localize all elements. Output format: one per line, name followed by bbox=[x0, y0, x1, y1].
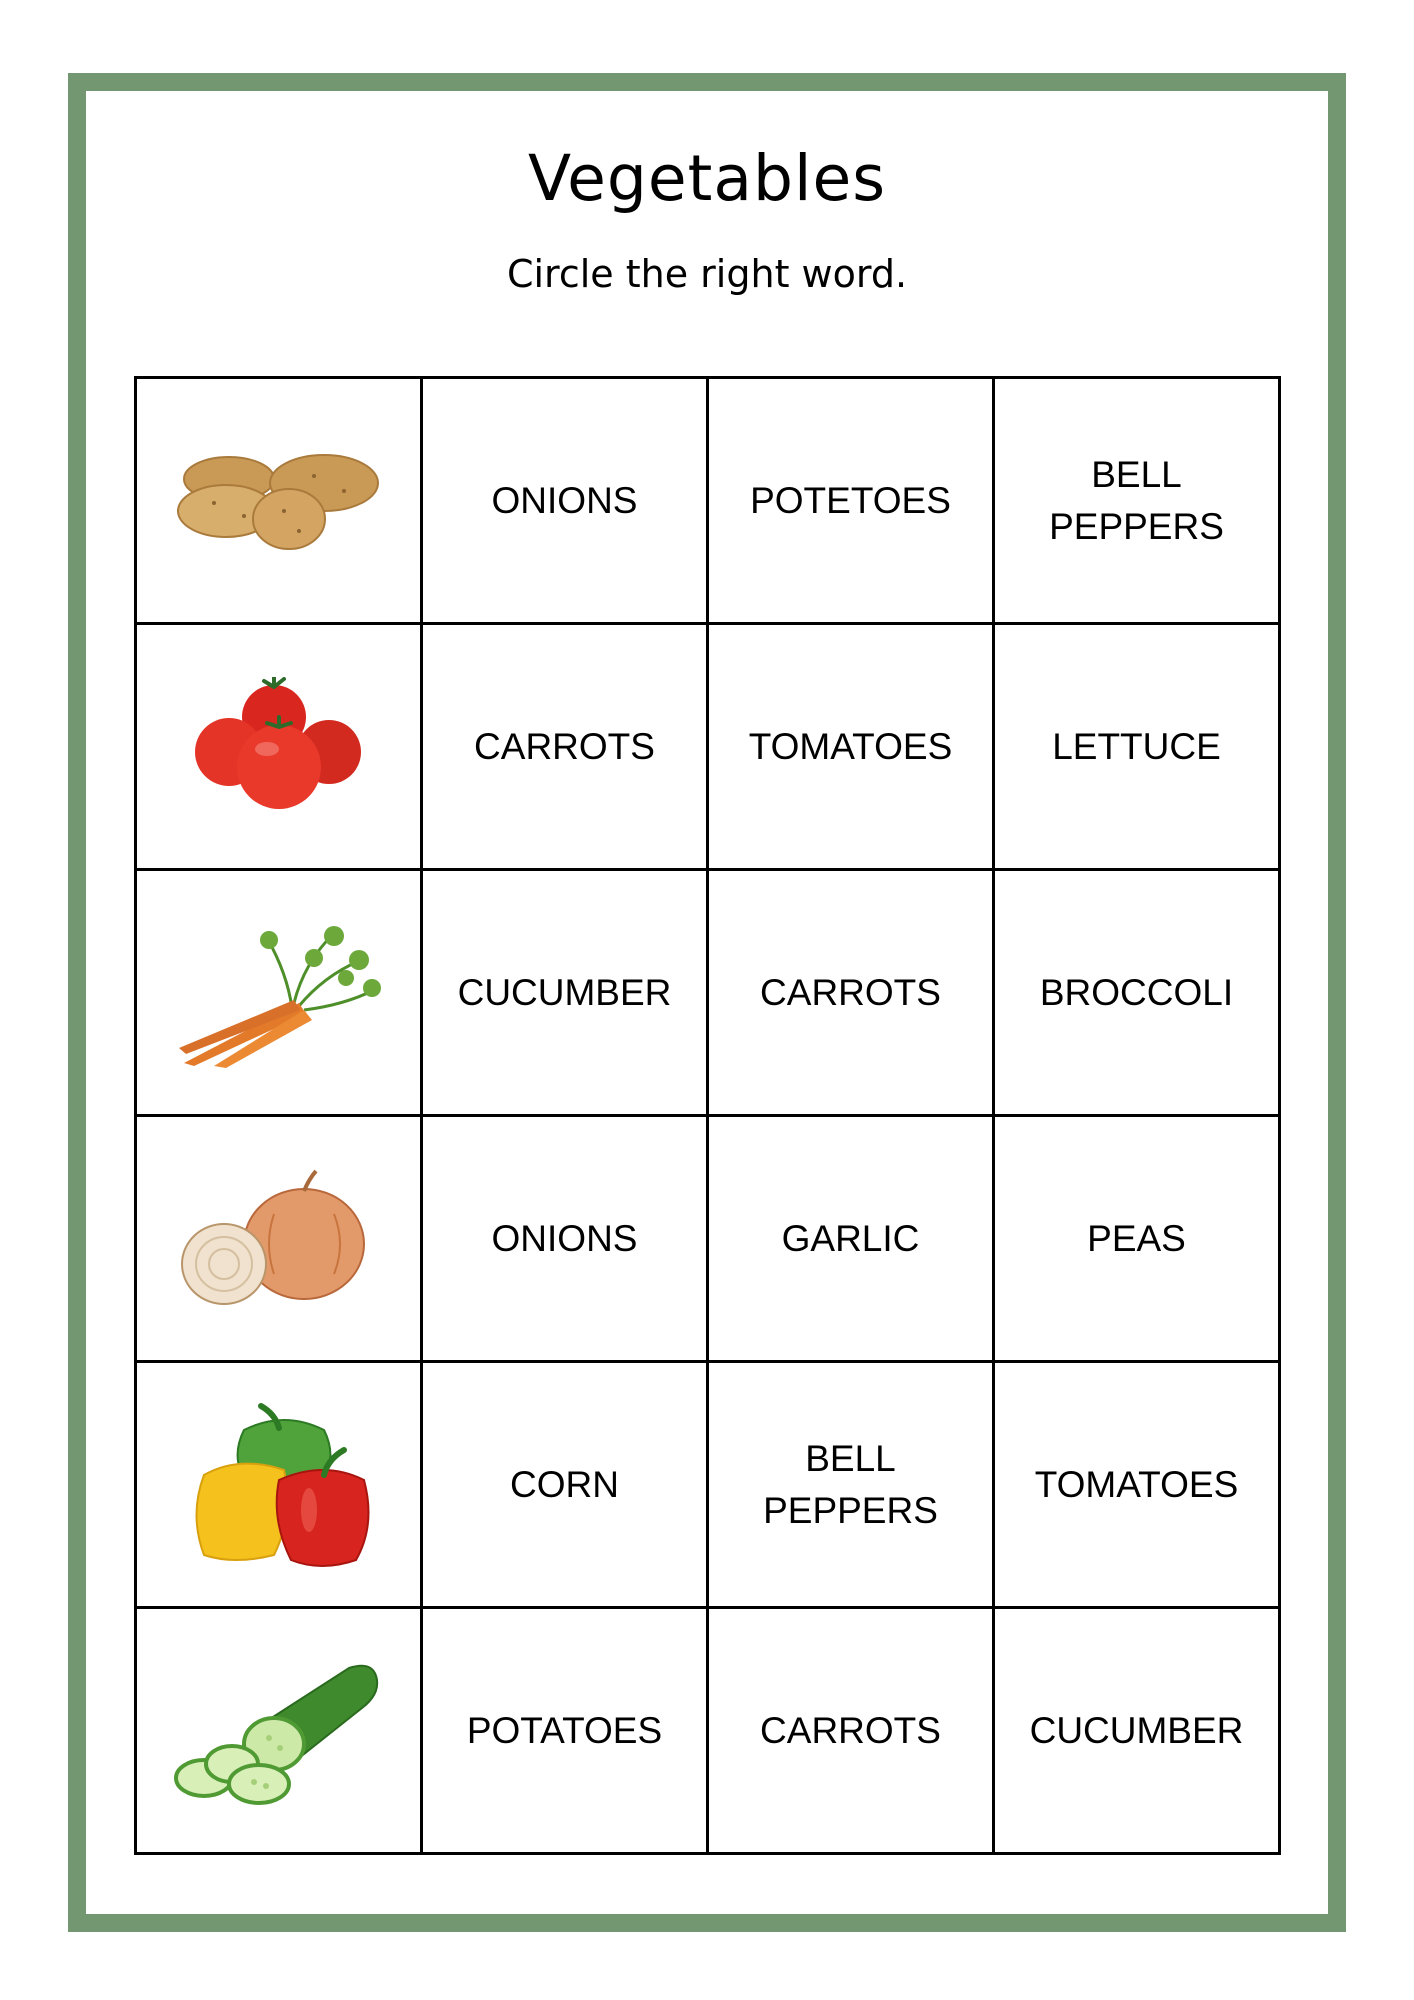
word-option[interactable]: ONIONS bbox=[422, 1116, 708, 1362]
word-option[interactable]: ONIONS bbox=[422, 378, 708, 624]
word-option[interactable]: BELL PEPPERS bbox=[994, 378, 1280, 624]
word-option[interactable]: BROCCOLI bbox=[994, 870, 1280, 1116]
worksheet-title: Vegetables bbox=[527, 142, 887, 215]
word-option[interactable]: CUCUMBER bbox=[994, 1608, 1280, 1854]
picture-cell bbox=[136, 1116, 422, 1362]
table-row bbox=[136, 1362, 1280, 1608]
picture-cell bbox=[136, 378, 422, 624]
word-option[interactable]: GARLIC bbox=[708, 1116, 994, 1362]
tomatoes-image bbox=[189, 677, 369, 817]
word-option[interactable]: BELL PEPPERS bbox=[708, 1362, 994, 1608]
picture-cell bbox=[136, 1362, 422, 1608]
carrots-image bbox=[174, 918, 384, 1068]
word-option[interactable]: CARROTS bbox=[708, 1608, 994, 1854]
picture-cell bbox=[136, 1608, 422, 1854]
word-option[interactable]: CUCUMBER bbox=[422, 870, 708, 1116]
word-option[interactable]: POTETOES bbox=[708, 378, 994, 624]
picture-cell bbox=[136, 624, 422, 870]
word-option[interactable]: TOMATOES bbox=[994, 1362, 1280, 1608]
picture-cell bbox=[136, 870, 422, 1116]
cucumber-image bbox=[174, 1656, 384, 1806]
word-option[interactable]: CORN bbox=[422, 1362, 708, 1608]
table-row bbox=[136, 1608, 1280, 1854]
table-row bbox=[136, 1116, 1280, 1362]
answer-grid bbox=[134, 376, 1281, 1855]
potatoes-image bbox=[174, 441, 384, 561]
table-row bbox=[136, 624, 1280, 870]
table-row bbox=[136, 378, 1280, 624]
bell-peppers-image bbox=[184, 1400, 374, 1570]
word-option[interactable]: PEAS bbox=[994, 1116, 1280, 1362]
onions-image bbox=[179, 1169, 379, 1309]
word-option[interactable]: CARROTS bbox=[708, 870, 994, 1116]
word-option[interactable]: LETTUCE bbox=[994, 624, 1280, 870]
table-row bbox=[136, 870, 1280, 1116]
worksheet-instruction: Circle the right word. bbox=[506, 252, 908, 296]
word-option[interactable]: POTATOES bbox=[422, 1608, 708, 1854]
word-option[interactable]: CARROTS bbox=[422, 624, 708, 870]
word-option[interactable]: TOMATOES bbox=[708, 624, 994, 870]
